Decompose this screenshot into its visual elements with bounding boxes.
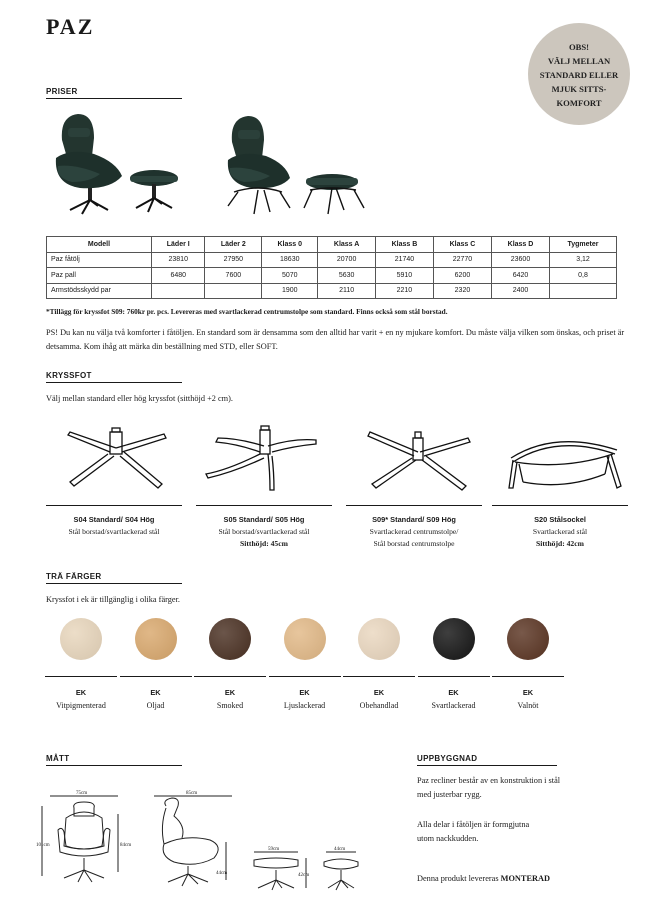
base-material: Stål borstad/svartlackerad stål [218, 527, 310, 536]
tra-intro: Kryssfot i ek är tillgänglig i olika färger. [46, 595, 180, 604]
section-label-uppbyggnad: UPPBYGGNAD [417, 754, 478, 763]
base-material: Svartlackerad centrumstolpe/ [369, 527, 459, 536]
wood-swatch [284, 618, 326, 660]
text-line: utom nackkudden. [417, 834, 479, 843]
comfort-badge [528, 23, 630, 125]
price-table [46, 236, 617, 299]
kryssfot-rule [46, 505, 182, 506]
base-caption-s09 [341, 514, 487, 550]
dim-height-side: 44cm [216, 871, 228, 876]
text-line: Alla delar i fåtöljen är formgjutna [417, 820, 530, 829]
badge-line: OBS! [568, 42, 590, 52]
column-header: Klass A [318, 237, 376, 253]
wood-name: Smoked [216, 701, 244, 710]
column-header: Tygmeter [550, 237, 617, 253]
table-cell: 0,8 [550, 268, 617, 284]
section-label-matt: MÅTT [46, 754, 70, 763]
wood-type: EK [224, 688, 236, 697]
table-cell: 2400 [491, 283, 549, 299]
table-cell: 20700 [318, 252, 376, 268]
base-material: Stål borstad/svartlackerad stål [68, 527, 160, 536]
table-header-row [47, 237, 617, 253]
wood-name: Svartlackerad [431, 701, 476, 710]
base-seat-height: Sitthöjd: 45cm [240, 539, 288, 548]
column-header: Klass B [375, 237, 433, 253]
page-title: PAZ [46, 14, 95, 39]
section-rule [46, 765, 182, 766]
table-cell: 2110 [318, 283, 376, 299]
badge-line: KOMFORT [556, 98, 602, 108]
wood-rule [120, 676, 192, 677]
table-cell: 7600 [205, 268, 262, 284]
table-cell: 6420 [491, 268, 549, 284]
table-cell: 2210 [375, 283, 433, 299]
base-name: S09* Standard/ S09 Hög [372, 515, 456, 524]
wood-rule [269, 676, 341, 677]
table-cell: 5630 [318, 268, 376, 284]
wood-name: Obehandlad [359, 701, 399, 710]
dim-depth-side: 85cm [186, 791, 198, 796]
dim-height-front: 101cm [36, 843, 50, 848]
wood-name: Valnöt [517, 701, 539, 710]
price-note-text: *Tillägg för kryssfot S09: 760kr pr. pcs. Levereras med svartlackerad centrumstolpe som standard. Finns också som stål borstad. [46, 307, 448, 316]
text-line: med justerbar rygg. [417, 790, 482, 799]
uppbyggnad-p2 [417, 818, 529, 846]
kryssfot-rule [346, 505, 482, 506]
dimension-drawings [36, 786, 426, 896]
column-header: Klass C [433, 237, 491, 253]
base-s20-image [505, 432, 627, 494]
base-name: S04 Standard/ S04 Hög [73, 515, 155, 524]
table-cell: 3,12 [550, 252, 617, 268]
section-rule [46, 382, 182, 383]
column-header: Läder 2 [205, 237, 262, 253]
dim-width-pall: 59cm [268, 847, 280, 852]
wood-type: EK [150, 688, 161, 697]
section-rule [46, 583, 182, 584]
delivery-bold: MONTERAD [500, 874, 550, 883]
badge-line: STANDARD ELLER [539, 70, 619, 80]
base-seat-height: Sitthöjd: 42cm [536, 539, 584, 548]
table-row [47, 252, 617, 268]
table-cell [205, 283, 262, 299]
wood-type: EK [299, 688, 310, 697]
wood-caption [483, 686, 573, 712]
uppbyggnad-p3 [417, 872, 550, 886]
table-row [47, 268, 617, 284]
table-cell: 5910 [375, 268, 433, 284]
comfort-ps-text: PS! Du kan nu välja två komforter i fåtöljen. En standard som är densamma som den alltid har varit + en ny mjukare komfort. Du måste välja vilken som önskas, och priset är detsamma. Kom ihåg att märka din beställning med STD, eller SOFT. [46, 328, 625, 351]
wood-name: Ljuslackerad [283, 701, 326, 710]
base-material: Stål borstad centrumstolpe [373, 539, 455, 548]
table-cell: 23810 [152, 252, 205, 268]
base-s09-image [360, 426, 478, 494]
base-name: S20 Stålsockel [534, 515, 586, 524]
table-cell: 18630 [262, 252, 318, 268]
kryssfot-rule [492, 505, 628, 506]
section-rule [46, 98, 182, 99]
column-header: Läder I [152, 237, 205, 253]
column-header: Klass 0 [262, 237, 318, 253]
badge-line: MJUK SITTS- [551, 84, 607, 94]
table-cell [152, 283, 205, 299]
table-cell: 22770 [433, 252, 491, 268]
wood-name: Oljad [146, 701, 165, 710]
wood-type: EK [75, 688, 87, 697]
wood-swatch [433, 618, 475, 660]
wood-rule [343, 676, 415, 677]
table-cell: 5070 [262, 268, 318, 284]
kryssfot-intro: Välj mellan standard eller hög kryssfot (sitthöjd +2 cm). [46, 394, 233, 403]
table-cell: 2320 [433, 283, 491, 299]
wood-swatch [209, 618, 251, 660]
wood-type: EK [522, 688, 534, 697]
paz-chair-standard-image [50, 108, 190, 218]
table-cell: 23600 [491, 252, 549, 268]
table-cell: Armstödsskydd par [47, 283, 152, 299]
table-cell: 6480 [152, 268, 205, 284]
column-header: Klass D [491, 237, 549, 253]
wood-rule [418, 676, 490, 677]
wood-type: EK [373, 688, 385, 697]
section-rule [417, 765, 557, 766]
text-line: Paz recliner består av en konstruktion i stål [417, 776, 561, 785]
table-cell: 27950 [205, 252, 262, 268]
dim-depth-pall: 44cm [334, 847, 346, 852]
kryssfot-rule [196, 505, 332, 506]
base-caption-s05 [191, 514, 337, 550]
paz-chair-s20-image [224, 110, 374, 220]
price-note [46, 307, 626, 316]
base-name: S05 Standard/ S05 Hög [223, 515, 305, 524]
badge-line: VÄLJ MELLAN [547, 56, 611, 66]
uppbyggnad-p1 [417, 774, 560, 802]
section-label-kryssfot: KRYSSFOT [46, 371, 92, 380]
wood-name: Vitpigmenterad [56, 701, 106, 710]
table-row [47, 283, 617, 299]
dim-width-front: 75cm [76, 791, 88, 796]
column-header: Modell [47, 237, 152, 253]
wood-rule [492, 676, 564, 677]
base-caption-s04 [41, 514, 187, 538]
wood-swatch [358, 618, 400, 660]
wood-rule [45, 676, 117, 677]
section-label-priser: PRISER [46, 87, 78, 96]
base-s04-image [60, 422, 172, 494]
table-cell: Paz pall [47, 268, 152, 284]
wood-type: EK [448, 688, 459, 697]
table-cell: 1900 [262, 283, 318, 299]
wood-rule [194, 676, 266, 677]
table-cell: 21740 [375, 252, 433, 268]
delivery-text: Denna produkt levereras [417, 874, 501, 883]
table-cell [550, 283, 617, 299]
section-label-tra: TRÄ FÄRGER [46, 572, 102, 581]
base-s05-image [198, 422, 332, 494]
table-cell: Paz fåtölj [47, 252, 152, 268]
table-cell: 6200 [433, 268, 491, 284]
wood-swatch [507, 618, 549, 660]
dim-seat-front: 84cm [120, 843, 132, 848]
dim-height-pall: 42cm [298, 873, 310, 878]
base-caption-s20 [487, 514, 633, 550]
wood-swatch [135, 618, 177, 660]
base-material: Svartlackerad stål [532, 527, 588, 536]
wood-swatch [60, 618, 102, 660]
